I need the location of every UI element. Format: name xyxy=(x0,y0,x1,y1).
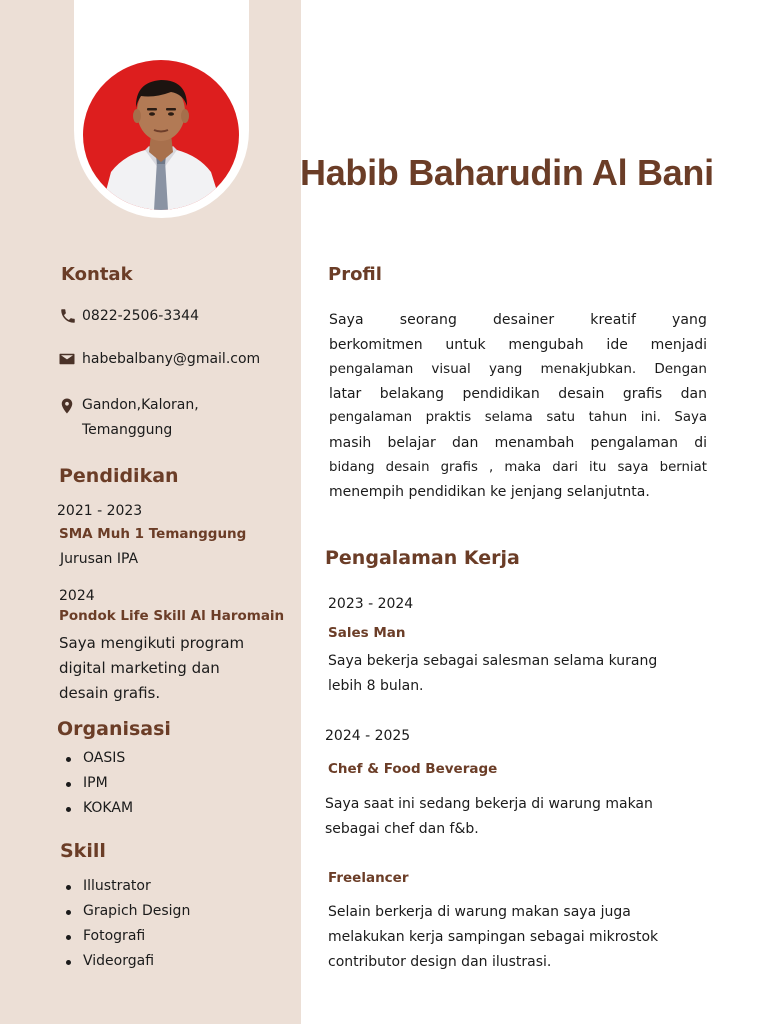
experience-years: 2024 - 2025 xyxy=(325,728,411,744)
bullet-icon xyxy=(66,910,71,915)
organization-item: KOKAM xyxy=(83,800,134,816)
experience-title: Freelancer xyxy=(328,870,409,886)
education-detail: Saya mengikuti program xyxy=(59,634,245,652)
contact-heading: Kontak xyxy=(61,264,133,285)
skill-item: Grapich Design xyxy=(83,903,191,919)
profile-photo xyxy=(83,60,239,210)
skill-item: Fotografi xyxy=(83,928,146,944)
profile-line: pengalaman visual yang menakjubkan. Dengan xyxy=(329,361,707,378)
experience-title: Chef & Food Beverage xyxy=(328,761,498,777)
education-detail: Jurusan IPA xyxy=(60,551,139,567)
organization-heading: Organisasi xyxy=(57,718,171,740)
bullet-icon xyxy=(66,807,71,812)
skills-heading: Skill xyxy=(60,840,106,862)
education-detail: desain grafis. xyxy=(59,684,161,702)
profile-line: berkomitmen untuk mengubah ide menjadi xyxy=(329,336,707,353)
experience-detail: sebagai chef dan f&b. xyxy=(325,821,479,837)
person-icon xyxy=(83,60,239,210)
location-pin-icon xyxy=(58,397,76,415)
education-school: Pondok Life Skill Al Haromain xyxy=(59,608,285,624)
contact-email: habebalbany@gmail.com xyxy=(82,351,261,367)
profile-line: latar belakang pendidikan desain grafis dan xyxy=(329,385,707,402)
organization-item: IPM xyxy=(83,775,108,791)
profile-heading: Profil xyxy=(328,264,382,285)
profile-line: pengalaman praktis selama satu tahun ini. Saya xyxy=(329,410,707,426)
organization-item: OASIS xyxy=(83,750,126,766)
experience-heading: Pengalaman Kerja xyxy=(325,547,520,569)
education-detail: digital marketing dan xyxy=(59,659,220,677)
mail-icon xyxy=(58,350,76,368)
skill-item: Illustrator xyxy=(83,878,151,894)
profile-text xyxy=(329,308,707,505)
contact-address-line2: Temanggung xyxy=(82,422,173,438)
profile-line: bidang desain grafis , maka dari itu saya berniat xyxy=(329,459,707,475)
person-name: Habib Baharudin Al Bani xyxy=(300,152,714,193)
bullet-icon xyxy=(66,782,71,787)
contact-phone: 0822-2506-3344 xyxy=(82,308,199,324)
experience-detail: Selain berkerja di warung makan saya juga xyxy=(328,904,631,920)
experience-detail: melakukan kerja sampingan sebagai mikrostok xyxy=(328,929,659,945)
profile-line: Saya seorang desainer kreatif yang xyxy=(329,312,707,328)
profile-line: masih belajar dan menambah pengalaman di xyxy=(329,434,707,451)
experience-title: Sales Man xyxy=(328,625,406,641)
experience-years: 2023 - 2024 xyxy=(328,596,414,612)
education-school: SMA Muh 1 Temanggung xyxy=(59,526,247,542)
bullet-icon xyxy=(66,960,71,965)
education-years: 2024 xyxy=(59,588,95,604)
profile-line: menempih pendidikan ke jenjang selanjutnta. xyxy=(329,484,650,501)
experience-detail: lebih 8 bulan. xyxy=(328,678,424,694)
bullet-icon xyxy=(66,757,71,762)
education-years: 2021 - 2023 xyxy=(57,503,143,519)
phone-icon xyxy=(59,307,77,325)
contact-address-line1: Gandon,Kaloran, xyxy=(82,397,199,413)
bullet-icon xyxy=(66,885,71,890)
experience-detail: Saya saat ini sedang bekerja di warung makan xyxy=(325,796,653,812)
experience-detail: Saya bekerja sebagai salesman selama kurang xyxy=(328,653,658,669)
experience-detail: contributor design dan ilustrasi. xyxy=(328,954,552,970)
education-heading: Pendidikan xyxy=(59,465,179,487)
bullet-icon xyxy=(66,935,71,940)
skill-item: Videorgafi xyxy=(83,953,155,969)
